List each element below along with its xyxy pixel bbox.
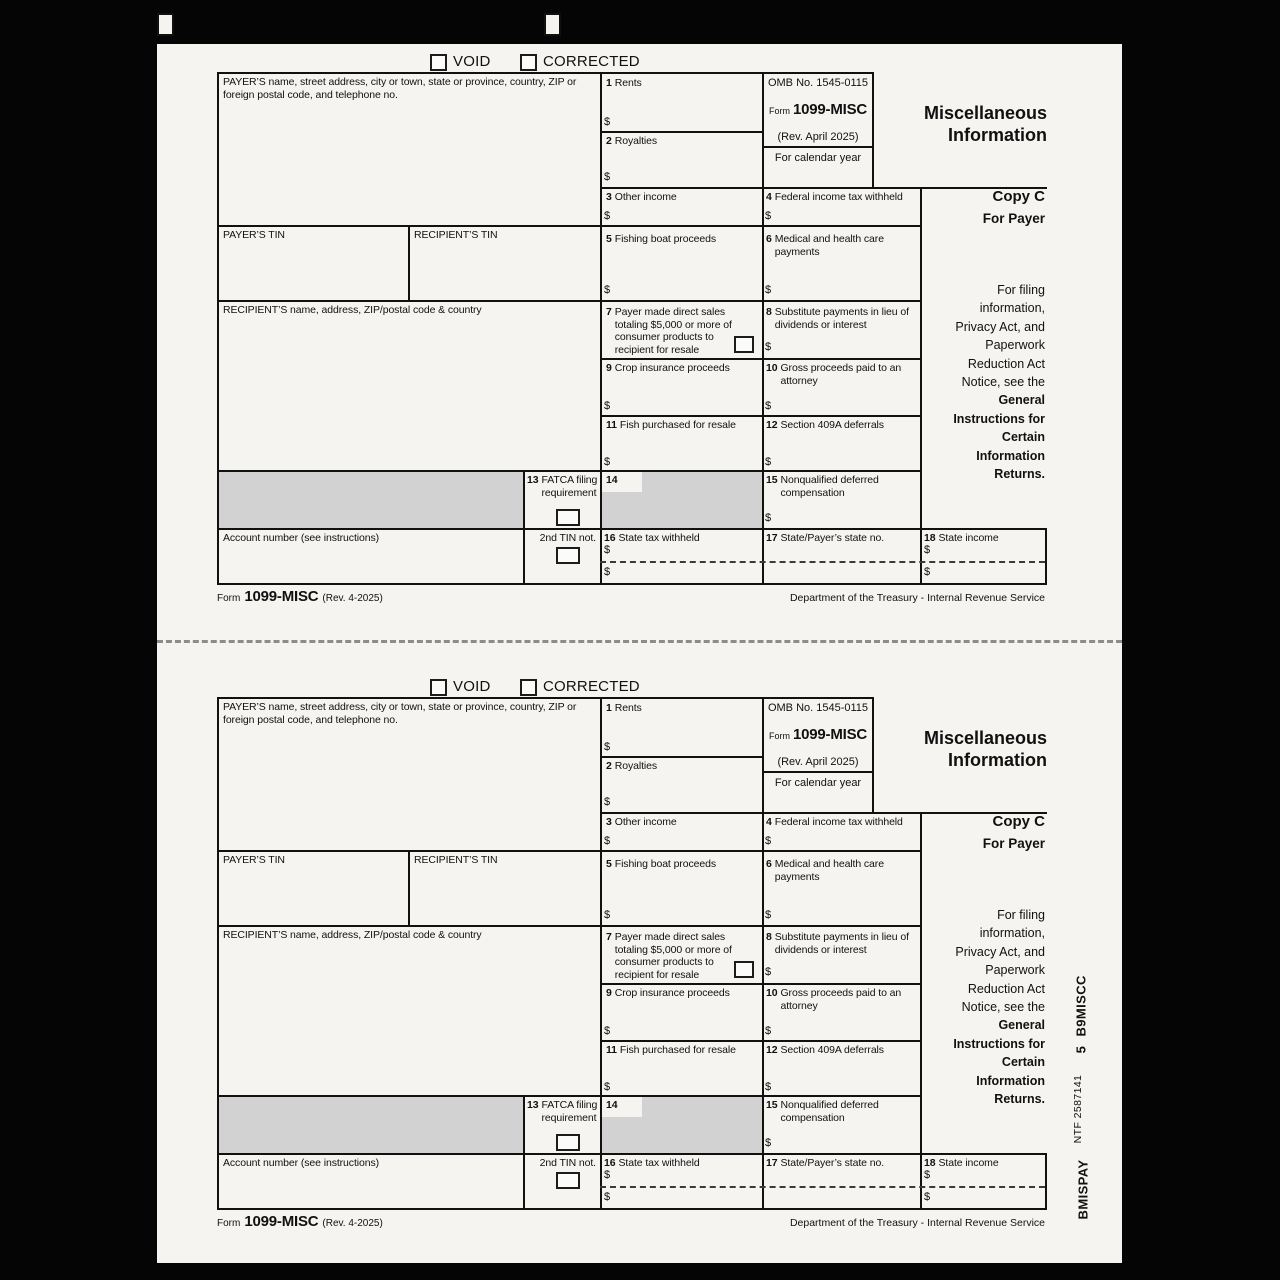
box-title: Substitute payments in lieu of dividends or interest: [774, 931, 909, 956]
box-number: 14: [606, 474, 618, 486]
dollar-sign: $: [604, 909, 611, 921]
box-2-label: [606, 135, 756, 148]
box-title: Crop insurance proceeds: [614, 987, 730, 999]
box-16-label: [604, 532, 754, 545]
box-title: State/Payer’s state no.: [780, 532, 885, 544]
footer-form-number: 1099-MISC: [244, 1213, 319, 1230]
grid-line: [523, 470, 525, 583]
omb-number: OMB No. 1545-0115: [767, 77, 869, 89]
box-title: Substitute payments in lieu of dividends or interest: [774, 306, 909, 331]
grid-line: [600, 131, 762, 133]
grid-line: [217, 697, 219, 1210]
margin-product-code: B9MISCC: [1073, 975, 1089, 1037]
box-title: Medical and health care payments: [774, 858, 884, 883]
box-title: State income: [938, 532, 999, 544]
box-title: Nonqualified deferred compensation: [780, 1099, 879, 1124]
box-number: 13: [527, 474, 539, 486]
dollar-sign: $: [604, 456, 611, 468]
box-title: Fish purchased for resale: [619, 419, 736, 431]
box-1-label: [606, 702, 756, 715]
dollar-sign: $: [765, 966, 772, 978]
grid-line: [217, 72, 874, 74]
form-number-block: [764, 726, 872, 743]
box-title: Gross proceeds paid to an attorney: [780, 987, 902, 1012]
footer-revision: (Rev. 4-2025): [322, 593, 383, 604]
box-7-checkbox[interactable]: [734, 336, 754, 353]
revision-label: (Rev. April 2025): [777, 756, 859, 768]
box-10-label: [766, 362, 916, 387]
form-title-line2: Information: [948, 125, 1047, 145]
dollar-sign: $: [765, 284, 772, 296]
form-copy-2: [157, 669, 1122, 1280]
corrected-checkbox[interactable]: [520, 54, 537, 71]
box-number: 16: [604, 1157, 616, 1169]
footer-department: Department of the Treasury - Internal Revenue Service: [789, 592, 1045, 604]
grid-line: [872, 697, 874, 814]
grid-line: [600, 983, 922, 985]
filing-line: Paperwork: [985, 338, 1045, 353]
box-title: Section 409A deferrals: [780, 1044, 884, 1056]
dollar-sign: $: [765, 400, 772, 412]
box-number: 4: [766, 191, 772, 203]
recipient-name-block: RECIPIENT’S name, address, ZIP/postal code & country: [223, 304, 482, 316]
box-title: Other income: [614, 191, 677, 203]
filing-line-bold: Certain: [1001, 1055, 1045, 1070]
void-label: VOID: [453, 678, 491, 695]
box-4-label: [766, 816, 920, 829]
void-checkbox[interactable]: [430, 679, 447, 696]
box-14-label: [606, 474, 617, 487]
grid-line: [600, 358, 922, 360]
box-number: 5: [606, 233, 612, 245]
grid-line: [217, 528, 1047, 530]
dollar-sign: $: [765, 909, 772, 921]
box-number: 3: [606, 191, 612, 203]
filing-line-bold: Instructions for: [953, 1036, 1045, 1051]
box-12-label: [766, 1044, 916, 1057]
grid-line: [523, 1095, 525, 1208]
margin-ntf-number: NTF 2587141: [1072, 1074, 1084, 1144]
form-number-block: [764, 101, 872, 118]
dollar-sign: $: [765, 1137, 772, 1149]
box-number: 17: [766, 1157, 778, 1169]
box-12-label: [766, 419, 916, 432]
filing-notice: [953, 281, 1045, 483]
grid-line: [217, 583, 1047, 585]
footer-form-id: [217, 588, 383, 605]
account-number-label: Account number (see instructions): [223, 1157, 380, 1169]
box-15-label: [766, 474, 908, 499]
grid-line: [217, 697, 874, 699]
calendar-year-label: For calendar year: [774, 152, 862, 164]
grid-line: [920, 187, 922, 583]
form-word: Form: [768, 731, 790, 741]
dollar-sign: $: [924, 1191, 931, 1203]
dollar-sign: $: [924, 1169, 931, 1181]
grid-line: [600, 187, 1047, 189]
grid-line: [217, 1208, 1047, 1210]
dollar-sign: $: [604, 284, 611, 296]
dollar-sign: $: [765, 1025, 772, 1037]
grid-line: [217, 1153, 1047, 1155]
registration-notch-left: [157, 13, 174, 36]
dollar-sign: $: [604, 741, 611, 753]
box-number: 3: [606, 816, 612, 828]
perforation-line: [157, 640, 1122, 643]
form-title-line1: Miscellaneous: [923, 103, 1047, 123]
corrected-label: CORRECTED: [543, 53, 640, 70]
box-number: 13: [527, 1099, 539, 1111]
dollar-sign: $: [765, 512, 772, 524]
dollar-sign: $: [765, 210, 772, 222]
recipients-tin-label: RECIPIENT’S TIN: [414, 229, 498, 241]
copy-for-label: For Payer: [982, 211, 1045, 226]
box-number: 11: [606, 419, 617, 431]
box-title: FATCA filing requirement: [541, 1099, 598, 1124]
box-title: Royalties: [614, 135, 658, 147]
box-number: 11: [606, 1044, 617, 1056]
box-number: 2: [606, 760, 612, 772]
box-14-label: [606, 1099, 617, 1112]
box-number: 1: [606, 702, 612, 714]
box-number: 10: [766, 362, 778, 374]
grid-line: [1045, 1153, 1047, 1210]
box-2-label: [606, 760, 756, 773]
form-title-line2: Information: [948, 750, 1047, 770]
grid-line: [217, 300, 922, 302]
box-1-label: [606, 77, 756, 90]
filing-line: For filing: [997, 283, 1045, 297]
box-number: 9: [606, 362, 612, 374]
grid-line: [762, 771, 874, 773]
dollar-sign: $: [604, 566, 611, 578]
box-title: Rents: [614, 702, 642, 714]
grid-line: [762, 72, 764, 583]
fatca-checkbox[interactable]: [556, 1134, 580, 1151]
box-5-label: [606, 233, 756, 246]
grid-line: [217, 72, 219, 585]
dollar-sign: $: [604, 171, 611, 183]
grid-line: [600, 1040, 922, 1042]
filing-line: information,: [979, 926, 1045, 941]
account-number-label: Account number (see instructions): [223, 532, 380, 544]
footer-form-word: Form: [217, 1218, 241, 1229]
dollar-sign: $: [604, 1025, 611, 1037]
grid-line: [600, 72, 602, 583]
margin-sheet-number: 5: [1073, 1045, 1089, 1054]
box-5-label: [606, 858, 756, 871]
grid-line: [762, 146, 874, 148]
recipients-tin-label: RECIPIENT’S TIN: [414, 854, 498, 866]
box-17-label: [766, 532, 916, 545]
box-title: State tax withheld: [618, 1157, 700, 1169]
box-title: Fishing boat proceeds: [614, 858, 716, 870]
box-number: 18: [924, 532, 936, 544]
box-title: Crop insurance proceeds: [614, 362, 730, 374]
form-word: Form: [768, 106, 790, 116]
omb-number: OMB No. 1545-0115: [767, 702, 869, 714]
corrected-label: CORRECTED: [543, 678, 640, 695]
box-15-label: [766, 1099, 908, 1124]
box-8-label: [766, 931, 918, 956]
box-number: 4: [766, 816, 772, 828]
dollar-sign: $: [604, 1169, 611, 1181]
margin-brand-code: BMISPAY: [1075, 1159, 1091, 1220]
payers-tin-label: PAYER’S TIN: [223, 854, 285, 866]
state-entry-dashed-line: [600, 561, 1045, 563]
box-title: Payer made direct sales totaling $5,000 or more of consumer products to recipient for resale: [614, 306, 732, 356]
filing-line: Notice, see the: [961, 1000, 1045, 1015]
dollar-sign: $: [604, 796, 611, 808]
dollar-sign: $: [604, 835, 611, 847]
box-7-label: [606, 306, 738, 356]
box-number: 15: [766, 1099, 778, 1111]
calendar-year-label: For calendar year: [774, 777, 862, 789]
fatca-checkbox[interactable]: [556, 509, 580, 526]
payer-name-block: PAYER’S name, street address, city or town, state or province, country, ZIP or foreign postal code, and telephone no.: [223, 76, 577, 101]
box-3-label: [606, 191, 756, 204]
box-title: Fishing boat proceeds: [614, 233, 716, 245]
form-title-line1: Miscellaneous: [923, 728, 1047, 748]
revision-label: (Rev. April 2025): [777, 131, 859, 143]
box-title: Section 409A deferrals: [780, 419, 884, 431]
footer-form-word: Form: [217, 593, 241, 604]
grid-line: [408, 850, 410, 925]
box-3-label: [606, 816, 756, 829]
corrected-checkbox[interactable]: [520, 679, 537, 696]
box-title: Other income: [614, 816, 677, 828]
box-18-label: [924, 532, 1042, 545]
grid-line: [217, 850, 922, 852]
box-number: 17: [766, 532, 778, 544]
form-title: [924, 727, 1047, 771]
filing-line: Paperwork: [985, 963, 1045, 978]
box-title: Fish purchased for resale: [619, 1044, 736, 1056]
box-13-label: [527, 1099, 598, 1124]
filing-line-bold: Instructions for: [953, 411, 1045, 426]
filing-line-bold: Returns.: [994, 467, 1045, 482]
box-title: Federal income tax withheld: [774, 191, 903, 203]
filing-line: information,: [979, 301, 1045, 316]
filing-line-bold: General: [998, 1018, 1045, 1033]
form-number: 1099-MISC: [792, 101, 868, 118]
box-6-label: [766, 233, 914, 258]
box-number: 15: [766, 474, 778, 486]
box-6-label: [766, 858, 914, 883]
box-number: 16: [604, 532, 616, 544]
filing-line: Notice, see the: [961, 375, 1045, 390]
filing-line: Privacy Act, and: [955, 944, 1045, 959]
grid-line: [600, 756, 762, 758]
box-number: 7: [606, 306, 612, 318]
box-7-checkbox[interactable]: [734, 961, 754, 978]
grid-line: [408, 225, 410, 300]
box-title: Gross proceeds paid to an attorney: [780, 362, 902, 387]
box-number: 14: [606, 1099, 618, 1111]
grid-line: [600, 697, 602, 1208]
box-11-label: [606, 1044, 756, 1057]
box-number: 9: [606, 987, 612, 999]
box-title: Medical and health care payments: [774, 233, 884, 258]
filing-line-bold: Certain: [1001, 430, 1045, 445]
box-title: Federal income tax withheld: [774, 816, 903, 828]
box-title: Nonqualified deferred compensation: [780, 474, 879, 499]
box-number: 6: [766, 858, 772, 870]
box-number: 5: [606, 858, 612, 870]
registration-notch-middle: [544, 13, 561, 36]
dollar-sign: $: [765, 456, 772, 468]
footer-form-number: 1099-MISC: [244, 588, 319, 605]
box-number: 8: [766, 306, 772, 318]
void-checkbox[interactable]: [430, 54, 447, 71]
grid-line: [872, 72, 874, 189]
box-title: Royalties: [614, 760, 658, 772]
dollar-sign: $: [604, 544, 611, 556]
filing-notice: [953, 906, 1045, 1108]
box-title: Payer made direct sales totaling $5,000 or more of consumer products to recipient for resale: [614, 931, 732, 981]
second-tin-checkbox[interactable]: [556, 547, 580, 564]
box-title: State tax withheld: [618, 532, 700, 544]
shaded-area-left: [217, 1097, 523, 1153]
copy-label: Copy C: [992, 188, 1045, 205]
payer-name-block: PAYER’S name, street address, city or town, state or province, country, ZIP or foreign postal code, and telephone no.: [223, 701, 577, 726]
dollar-sign: $: [765, 835, 772, 847]
box-number: 18: [924, 1157, 936, 1169]
grid-line: [600, 415, 922, 417]
filing-line: Reduction Act: [967, 981, 1045, 996]
box-number: 1: [606, 77, 612, 89]
box-18-label: [924, 1157, 1042, 1170]
grid-line: [600, 812, 1047, 814]
box-title: State/Payer’s state no.: [780, 1157, 885, 1169]
copy-label: Copy C: [992, 813, 1045, 830]
form-title: [924, 102, 1047, 146]
footer-revision: (Rev. 4-2025): [322, 1218, 383, 1229]
dollar-sign: $: [604, 1191, 611, 1203]
dollar-sign: $: [604, 116, 611, 128]
grid-line: [762, 697, 764, 1208]
box-11-label: [606, 419, 756, 432]
box-title: FATCA filing requirement: [541, 474, 598, 499]
box-number: 2: [606, 135, 612, 147]
filing-line-bold: Returns.: [994, 1092, 1045, 1107]
form-number: 1099-MISC: [792, 726, 868, 743]
box-number: 6: [766, 233, 772, 245]
box-16-label: [604, 1157, 754, 1170]
box-number: 12: [766, 419, 778, 431]
grid-line: [920, 812, 922, 1208]
box-title: State income: [938, 1157, 999, 1169]
filing-line-bold: General: [998, 393, 1045, 408]
second-tin-checkbox[interactable]: [556, 1172, 580, 1189]
void-label: VOID: [453, 53, 491, 70]
shaded-area-left: [217, 472, 523, 528]
grid-line: [1045, 528, 1047, 585]
grid-line: [217, 1095, 922, 1097]
box-13-label: [527, 474, 598, 499]
box-number: 7: [606, 931, 612, 943]
dollar-sign: $: [604, 400, 611, 412]
payers-tin-label: PAYER’S TIN: [223, 229, 285, 241]
box-8-label: [766, 306, 918, 331]
state-entry-dashed-line: [600, 1186, 1045, 1188]
box-number: 12: [766, 1044, 778, 1056]
box-9-label: [606, 362, 756, 375]
dollar-sign: $: [765, 1081, 772, 1093]
box-9-label: [606, 987, 756, 1000]
second-tin-label: 2nd TIN not.: [539, 532, 596, 544]
box-number: 8: [766, 931, 772, 943]
filing-line: Privacy Act, and: [955, 319, 1045, 334]
box-4-label: [766, 191, 920, 204]
filing-line-bold: Information: [976, 448, 1045, 463]
box-title: Rents: [614, 77, 642, 89]
box-10-label: [766, 987, 916, 1012]
second-tin-label: 2nd TIN not.: [539, 1157, 596, 1169]
filing-line: Reduction Act: [967, 356, 1045, 371]
grid-line: [217, 225, 922, 227]
dollar-sign: $: [604, 1081, 611, 1093]
filing-line: For filing: [997, 908, 1045, 922]
dollar-sign: $: [924, 566, 931, 578]
grid-line: [217, 925, 922, 927]
filing-line-bold: Information: [976, 1073, 1045, 1088]
box-7-label: [606, 931, 738, 981]
footer-department: Department of the Treasury - Internal Revenue Service: [789, 1217, 1045, 1229]
form-copy-1: [157, 44, 1122, 656]
box-number: 10: [766, 987, 778, 999]
grid-line: [217, 470, 922, 472]
dollar-sign: $: [604, 210, 611, 222]
form-page: [157, 44, 1122, 1263]
box-17-label: [766, 1157, 916, 1170]
copy-for-label: For Payer: [982, 836, 1045, 851]
dollar-sign: $: [765, 341, 772, 353]
footer-form-id: [217, 1213, 383, 1230]
recipient-name-block: RECIPIENT’S name, address, ZIP/postal code & country: [223, 929, 482, 941]
dollar-sign: $: [924, 544, 931, 556]
